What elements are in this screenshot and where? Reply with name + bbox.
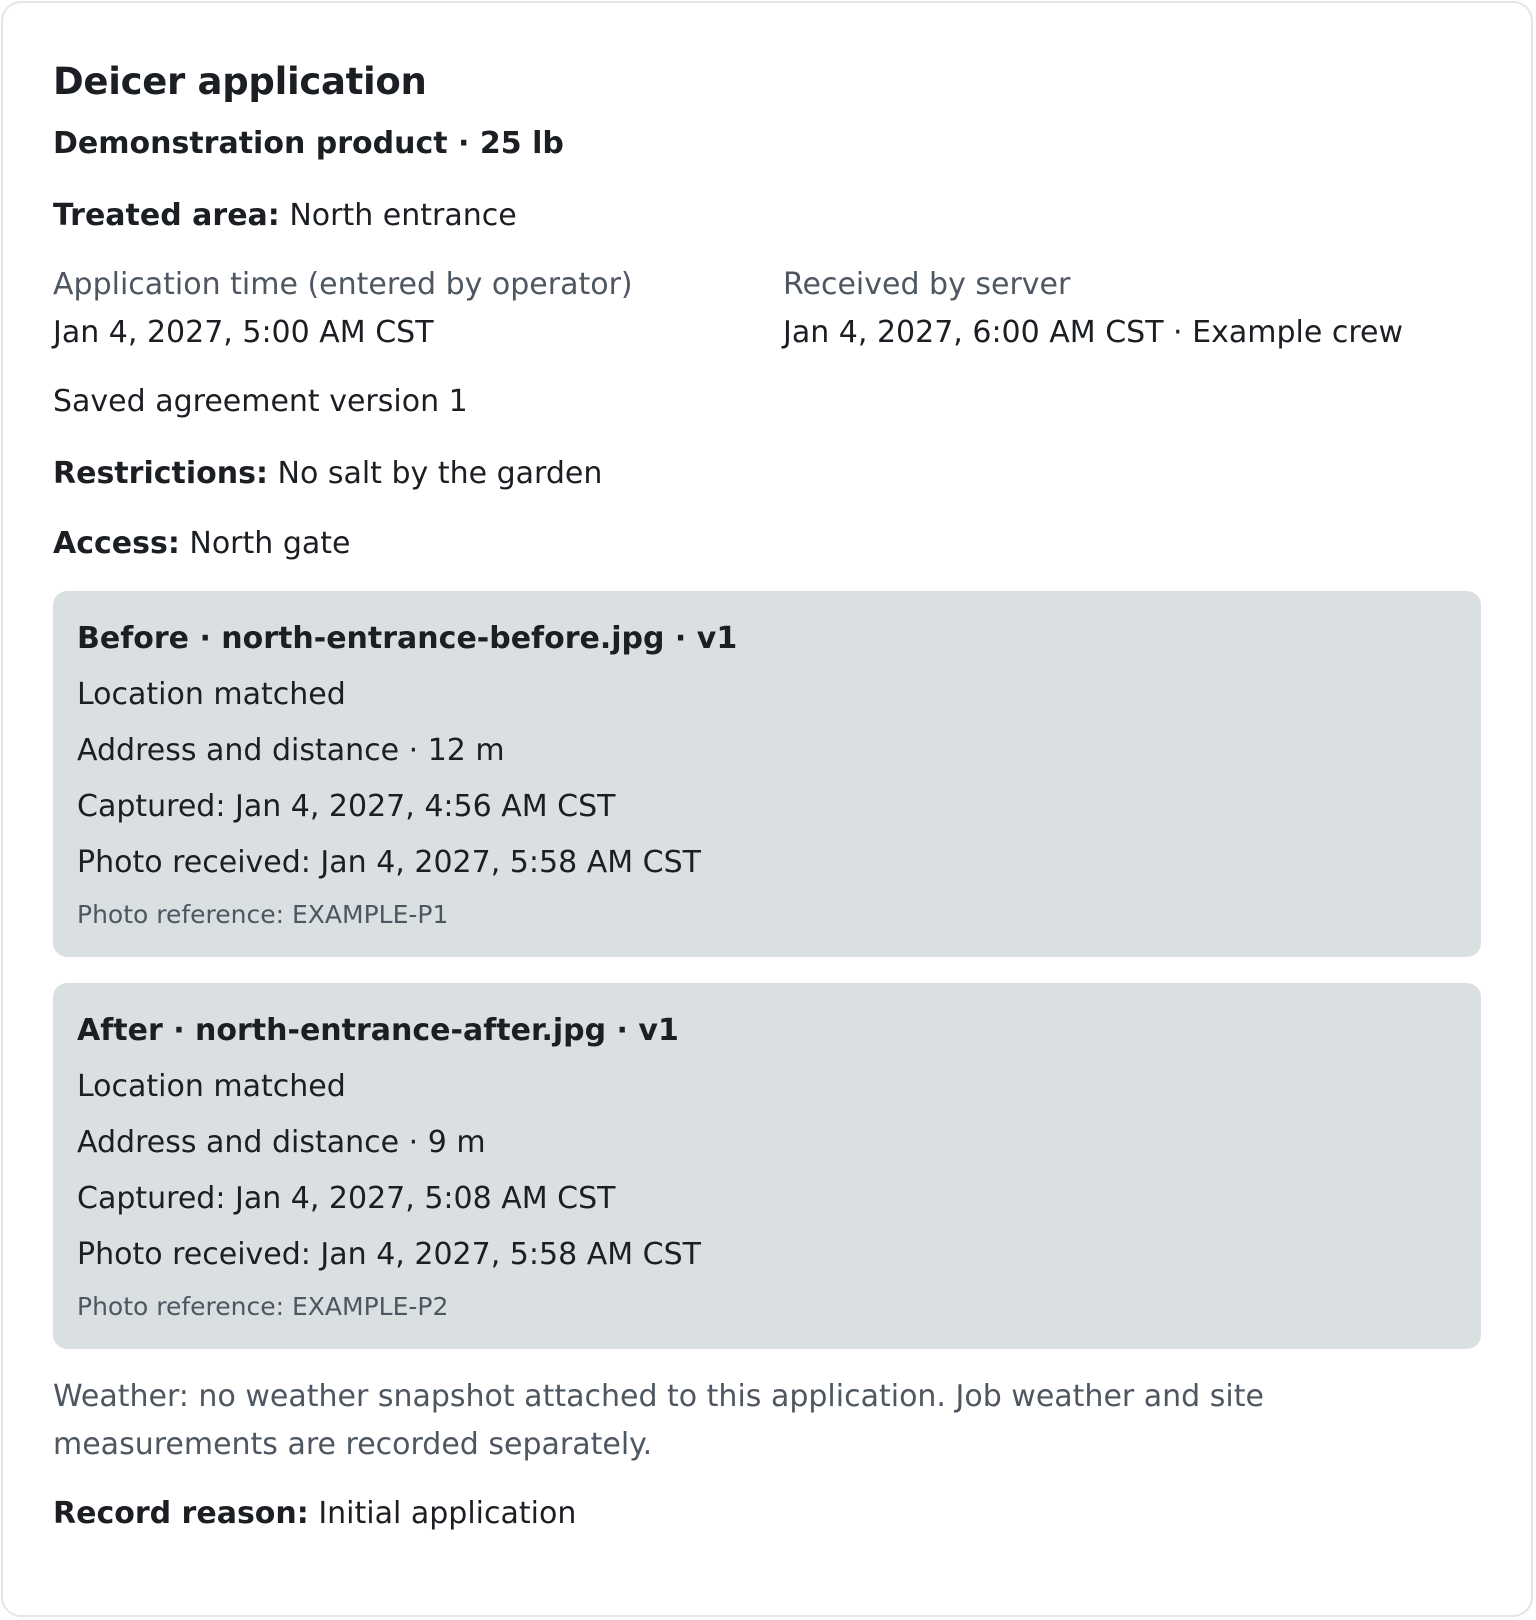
page-title: Deicer application (53, 60, 427, 103)
received-block (783, 261, 1481, 357)
treated-area-label: Treated area: (53, 198, 280, 233)
treated-area-value: North entrance (289, 198, 517, 233)
record-reason-row (53, 1489, 1481, 1539)
restrictions-row (53, 449, 1481, 499)
product-summary: Demonstration product · 25 lb (53, 126, 564, 161)
photo-card-after (53, 983, 1481, 1349)
record-reason-value: Initial application (318, 1496, 577, 1531)
photo-card-before (53, 591, 1481, 957)
treated-area-row (53, 191, 1481, 241)
photo-location-status: Location matched (77, 1069, 346, 1104)
photo-distance: Address and distance · 9 m (77, 1125, 486, 1160)
access-value: North gate (189, 526, 351, 561)
photo-captured: Captured: Jan 4, 2027, 4:56 AM CST (77, 789, 616, 824)
application-time-value: Jan 4, 2027, 5:00 AM CST (53, 315, 434, 350)
restrictions-label: Restrictions: (53, 456, 268, 491)
received-label: Received by server (783, 267, 1071, 302)
record-reason-label: Record reason: (53, 1496, 309, 1531)
weather-note: Weather: no weather snapshot attached to this application. Job weather and site measurements are recorded separately. (53, 1379, 1264, 1462)
application-time-block (53, 261, 783, 357)
deicer-application-card (1, 1, 1533, 1617)
photo-reference: Photo reference: EXAMPLE-P1 (77, 900, 449, 929)
agreement-version: Saved agreement version 1 (53, 384, 468, 419)
access-label: Access: (53, 526, 180, 561)
photo-received: Photo received: Jan 4, 2027, 5:58 AM CST (77, 1237, 701, 1272)
photo-location-status: Location matched (77, 677, 346, 712)
received-value: Jan 4, 2027, 6:00 AM CST · Example crew (783, 315, 1403, 350)
photo-received: Photo received: Jan 4, 2027, 5:58 AM CST (77, 845, 701, 880)
access-row (53, 519, 1481, 569)
photo-title: After · north-entrance-after.jpg · v1 (77, 1013, 679, 1048)
photo-captured: Captured: Jan 4, 2027, 5:08 AM CST (77, 1181, 616, 1216)
timestamps (53, 261, 1481, 357)
restrictions-value: No salt by the garden (277, 456, 603, 491)
photo-distance: Address and distance · 12 m (77, 733, 505, 768)
application-time-label: Application time (entered by operator) (53, 267, 633, 302)
photo-title: Before · north-entrance-before.jpg · v1 (77, 621, 738, 656)
photo-reference: Photo reference: EXAMPLE-P2 (77, 1292, 449, 1321)
